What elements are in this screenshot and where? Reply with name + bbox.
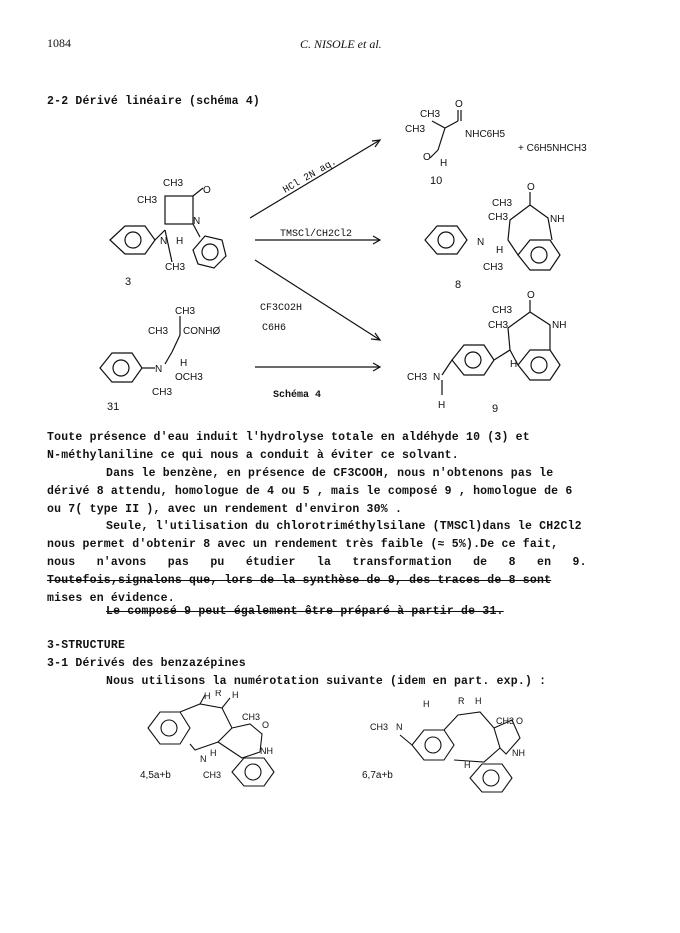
paragraph-3-line-4: Toutefois,signalons que, lors de la synthèse de 9, des traces de 8 sont	[47, 574, 552, 588]
c9-h-n: H	[438, 400, 446, 411]
label-10: 10	[430, 175, 443, 187]
c10-byproduct: + C6H5NHCH3	[518, 143, 587, 154]
label-4-5: 4,5a+b	[140, 770, 171, 781]
s45-h: H	[210, 748, 217, 758]
label-9: 9	[492, 403, 499, 415]
paragraph-3-line-1: Seule, l'utilisation du chlorotriméthylsilane (TMSCl)dans le CH2Cl2	[106, 520, 582, 533]
numbering-intro: Nous utilisons la numérotation suivante (idem en part. exp.) :	[106, 675, 547, 688]
c8-h: H	[496, 245, 504, 256]
s67-h-bottom: H	[464, 760, 471, 770]
running-title: C. NISOLE et al.	[300, 37, 382, 51]
c10-ch3-top: CH3	[420, 109, 441, 120]
paragraph-3-line-3: nous n'avons pas pu étudier la transformation de 8 en 9.	[47, 556, 587, 570]
s67-ch3-n: CH3	[370, 722, 389, 732]
paragraph-3-line-5: mises en évidence.	[47, 592, 175, 606]
c3-ch3-left: CH3	[137, 195, 158, 206]
c9-ch3-top: CH3	[492, 305, 513, 316]
c10-ch3: CH3	[405, 124, 426, 135]
label-31: 31	[107, 401, 120, 413]
c9-o: O	[527, 290, 535, 301]
s45-r: R	[215, 690, 222, 698]
reaction-scheme	[0, 0, 680, 420]
arrow-2-reagent: TMSCl/CH2Cl2	[280, 229, 353, 240]
c9-n: N	[433, 372, 441, 383]
arrow-3-reagent-bottom: C6H6	[262, 323, 287, 334]
c3-ch3-bottom: CH3	[165, 262, 186, 273]
label-8: 8	[455, 279, 462, 291]
c9-ch3-n: CH3	[407, 372, 428, 383]
compound-3-structure	[110, 188, 226, 268]
c3-h: H	[176, 236, 184, 247]
section-heading-2-2: 2-2 Dérivé linéaire (schéma 4)	[47, 95, 261, 108]
c8-ch3: CH3	[488, 212, 509, 223]
s67-nh: NH	[512, 748, 525, 758]
c31-n: N	[155, 364, 163, 375]
scheme-caption: Schéma 4	[273, 390, 322, 401]
paragraph-4-line-1: Le composé 9 peut également être préparé à partir de 31.	[106, 605, 504, 618]
c10-o-ald: O	[423, 152, 431, 163]
c31-ch3-top: CH3	[175, 306, 196, 317]
c10-o: O	[455, 99, 463, 110]
c9-nh: NH	[552, 320, 567, 331]
page-number: 1084	[47, 36, 71, 50]
c3-n-amine: N	[160, 236, 168, 247]
paragraph-1-line-1: Toute présence d'eau induit l'hydrolyse totale en aldéhyde 10 (3) et	[47, 431, 530, 444]
s45-h-right: H	[232, 690, 239, 700]
paragraph-3-line-2: nous permet d'obtenir 8 avec un rendement très faible (≈ 5%).De ce fait,	[47, 538, 559, 552]
c31-ch3: CH3	[148, 326, 169, 337]
subsection-heading-3-1: 3-1 Dérivés des benzazépines	[47, 657, 246, 670]
s67-n: N	[396, 722, 403, 732]
s45-ch3: CH3	[242, 712, 261, 722]
section-heading-3: 3-STRUCTURE	[47, 639, 126, 652]
s67-o: O	[516, 716, 524, 726]
s45-n: N	[200, 754, 207, 764]
s45-ch3-n: CH3	[203, 770, 222, 780]
arrow-1-reagent: HCl 2N aq.	[281, 156, 339, 197]
c31-h: H	[180, 358, 188, 369]
c3-ch3-top: CH3	[163, 178, 184, 189]
label-3: 3	[125, 276, 132, 288]
s67-h: H	[423, 699, 430, 709]
c8-n: N	[477, 237, 485, 248]
paragraph-1-line-2: N-méthylaniline ce qui nous a conduit à éviter ce solvant.	[47, 449, 459, 463]
c8-ch3-n: CH3	[483, 262, 504, 273]
paragraph-2-line-1: Dans le benzène, en présence de CF3COOH, nous n'obtenons pas le	[106, 467, 554, 480]
label-6-7: 6,7a+b	[362, 770, 393, 781]
s45-nh: NH	[260, 746, 273, 756]
c10-amide: NHC6H5	[465, 129, 506, 140]
c10-h: H	[440, 158, 448, 169]
c8-ch3-top: CH3	[492, 198, 513, 209]
c3-n: N	[193, 216, 201, 227]
c31-ether: OCH3	[175, 372, 203, 383]
c9-h: H	[510, 359, 518, 370]
c31-ch3-n: CH3	[152, 387, 173, 398]
c9-ch3: CH3	[488, 320, 509, 331]
s67-ch3: CH3	[496, 716, 515, 726]
numbering-structures	[0, 690, 680, 830]
c8-o: O	[527, 182, 535, 193]
arrow-3-reagent-top: CF3CO2H	[260, 303, 303, 314]
paragraph-2-line-3: ou 7( type II ), avec un rendement d'environ 30% .	[47, 503, 403, 517]
s45-h-left: H	[204, 691, 211, 701]
paragraph-2-line-2: dérivé 8 attendu, homologue de 4 ou 5 , mais le composé 9 , homologue de 6	[47, 485, 573, 499]
c31-amide: CONHØ	[183, 326, 221, 337]
s67-h-2: H	[475, 696, 482, 706]
c3-o: O	[203, 185, 211, 196]
s45-o: O	[262, 720, 270, 730]
s67-r: R	[458, 696, 465, 706]
c8-nh: NH	[550, 214, 565, 225]
